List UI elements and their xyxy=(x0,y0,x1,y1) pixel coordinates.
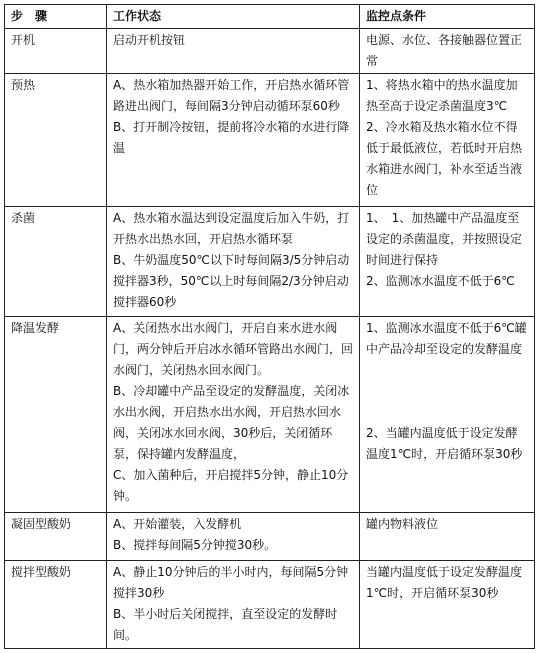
monitor-cell xyxy=(360,317,535,513)
state-line: C、加入菌种后，开启搅拌5分钟，静止10分钟。 xyxy=(113,468,349,503)
monitor-cell xyxy=(360,29,535,74)
monitor-line: 2、当罐内温度低于设定发酵温度1℃时，开启循环泵30秒 xyxy=(366,426,523,461)
monitor-cell xyxy=(360,207,535,317)
monitor-line: 电源、水位、各接触器位置正常 xyxy=(366,33,523,68)
state-cell xyxy=(107,207,360,317)
state-line: 启动开机按钮 xyxy=(113,33,186,47)
monitor-line: 2、监测冰水温度不低于6℃ xyxy=(366,274,515,288)
state-line: B、打开制冷按钮，提前将冷水箱的水进行降温 xyxy=(113,120,350,155)
process-table xyxy=(4,4,535,649)
monitor-cell xyxy=(360,513,535,561)
step-cell: 开机 xyxy=(5,29,107,74)
table-row-preheat xyxy=(5,74,535,207)
state-line: A、热水箱加热器开始工作，开启热水循环管路进出阀门，每间隔3分钟启动循环泵60秒 xyxy=(113,78,350,113)
state-line: B、搅拌每间隔5分钟搅30秒。 xyxy=(113,538,277,552)
state-line: A、热水箱水温达到设定温度后加入牛奶，打开热水出热水回，开启热水循环泵 xyxy=(113,211,350,246)
state-line: A、关闭热水出水阀门，开启自来水进水阀门，两分钟后开启冰水循环管路出水阀门，回水阀门，关闭热水回水阀门。 xyxy=(113,321,354,377)
step-cell: 降温发酵 xyxy=(5,317,107,513)
cell-spacer xyxy=(366,360,528,423)
monitor-line: 1、 1、加热罐中产品温度至设定的杀菌温度，并按照设定时间进行保持 xyxy=(366,211,523,267)
monitor-line: 罐内物料液位 xyxy=(366,517,439,531)
step-cell: 杀菌 xyxy=(5,207,107,317)
state-cell xyxy=(107,29,360,74)
monitor-line: 1、监测冰水温度不低于6℃罐中产品冷却至设定的发酵温度 xyxy=(366,321,527,356)
state-line: B、半小时后关闭搅拌，直至设定的发酵时间。 xyxy=(113,607,338,642)
monitor-line: 2、冷水箱及热水箱水位不得低于最低液位，若低时开启热水箱进水阀门，补水至适当液位 xyxy=(366,120,523,197)
monitor-line: 1、将热水箱中的热水温度加热至高于设定杀菌温度3℃ xyxy=(366,78,518,113)
step-cell: 预热 xyxy=(5,74,107,207)
header-work-state: 工作状态 xyxy=(107,5,360,29)
table-row-sterilize xyxy=(5,207,535,317)
state-line: A、开始灌装，入发酵机 xyxy=(113,517,242,531)
monitor-cell xyxy=(360,74,535,207)
state-cell xyxy=(107,513,360,561)
table-row-set-yogurt xyxy=(5,513,535,561)
monitor-cell xyxy=(360,561,535,649)
header-monitor-condition: 监控点条件 xyxy=(360,5,535,29)
state-line: A、静止10分钟后的半小时内，每间隔5分钟搅拌30秒 xyxy=(113,565,349,600)
state-line: B、牛奶温度50℃以下时每间隔3/5分钟启动搅拌器3秒，50℃以上时每间隔2/3分钟启动搅拌器60秒 xyxy=(113,253,350,309)
table-row-cool-ferment xyxy=(5,317,535,513)
table-row-stirred-yogurt xyxy=(5,561,535,649)
state-cell xyxy=(107,561,360,649)
table-row-startup xyxy=(5,29,535,74)
table-header-row xyxy=(5,5,535,29)
state-cell xyxy=(107,74,360,207)
step-cell: 搅拌型酸奶 xyxy=(5,561,107,649)
state-cell xyxy=(107,317,360,513)
monitor-line: 当罐内温度低于设定发酵温度1℃时，开启循环泵30秒 xyxy=(366,565,523,600)
header-step: 步 骤 xyxy=(5,5,107,29)
step-cell: 凝固型酸奶 xyxy=(5,513,107,561)
state-line: B、冷却罐中产品至设定的发酵温度，关闭冰水出水阀，开启热水出水阀，开启热水回水阀，关闭冰水回水阀，30秒后，关闭循环泵，保持罐内发酵温度， xyxy=(113,384,350,461)
